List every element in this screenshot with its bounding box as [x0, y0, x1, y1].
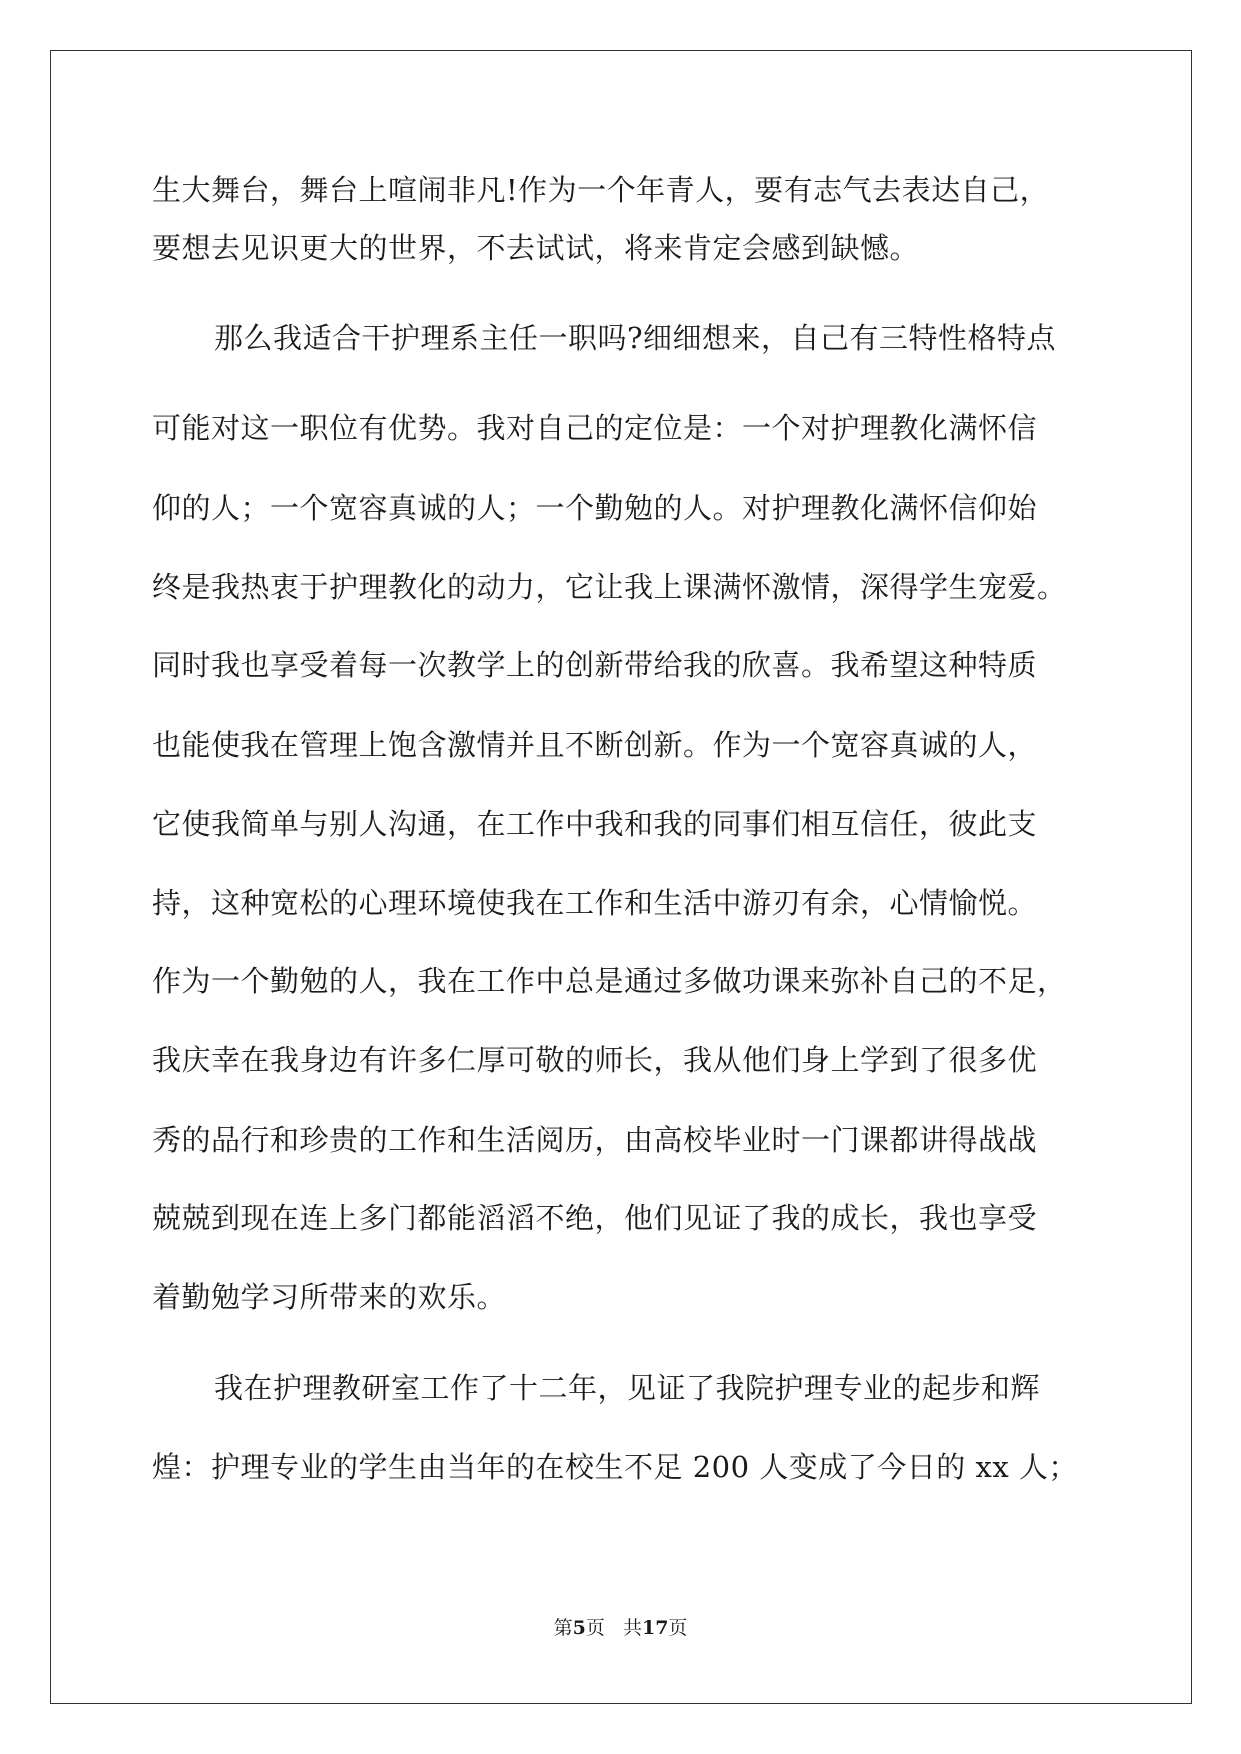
paragraph-start-line: 我在护理教研室工作了十二年，见证了我院护理专业的起步和辉: [214, 1371, 1041, 1405]
footer-total-prefix: 共: [622, 1617, 642, 1639]
text-line: 持，这种宽松的心理环境使我在工作和生活中游刃有余，心情愉悦。: [152, 886, 1038, 920]
footer-total-pages: 17: [641, 1617, 669, 1639]
text-line: 终是我热衷于护理教化的动力，它让我上课满怀激情，深得学生宠爱。: [152, 570, 1067, 604]
footer-page-number: 5: [572, 1617, 586, 1639]
footer-page-prefix: 第: [553, 1617, 573, 1639]
footer-page-suffix: 页: [585, 1617, 605, 1639]
text-line: 也能使我在管理上饱含激情并且不断创新。作为一个宽容真诚的人，: [152, 728, 1038, 762]
text-line: 仰的人；一个宽容真诚的人；一个勤勉的人。对护理教化满怀信仰始: [152, 491, 1038, 525]
paragraph-start-line: 那么我适合干护理系主任一职吗?细细想来，自己有三特性格特点: [214, 321, 1057, 355]
text-line: 我庆幸在我身边有许多仁厚可敬的师长，我从他们身上学到了很多优: [152, 1043, 1038, 1077]
footer-total-suffix: 页: [668, 1617, 688, 1639]
text-line: 兢兢到现在连上多门都能滔滔不绝，他们见证了我的成长，我也享受: [152, 1201, 1038, 1235]
text-line: 作为一个勤勉的人，我在工作中总是通过多做功课来弥补自己的不足，: [152, 964, 1067, 998]
text-line: 生大舞台，舞台上喧闹非凡!作为一个年青人，要有志气去表达自己，: [152, 173, 1050, 207]
text-line: 它使我简单与别人沟通，在工作中我和我的同事们相互信任，彼此支: [152, 807, 1038, 841]
text-line: 同时我也享受着每一次教学上的创新带给我的欣喜。我希望这种特质: [152, 648, 1038, 682]
text-line: 秀的品行和珍贵的工作和生活阅历，由高校毕业时一门课都讲得战战: [152, 1123, 1038, 1157]
text-line: 可能对这一职位有优势。我对自己的定位是：一个对护理教化满怀信: [152, 411, 1038, 445]
text-line: 着勤勉学习所带来的欢乐。: [152, 1280, 507, 1314]
page-footer: [0, 1616, 1241, 1640]
text-line: 煌：护理专业的学生由当年的在校生不足 200 人变成了今日的 xx 人；: [152, 1450, 1078, 1484]
text-line: 要想去见识更大的世界，不去试试，将来肯定会感到缺憾。: [152, 231, 920, 265]
